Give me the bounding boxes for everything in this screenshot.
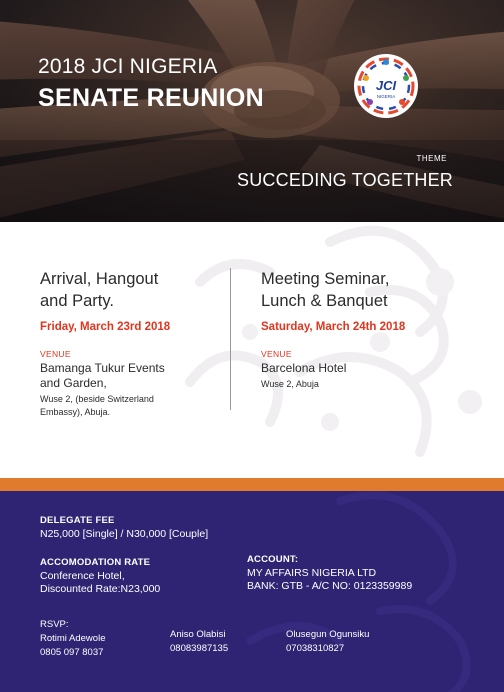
event-main-title: SENATE REUNION [38, 84, 264, 112]
payment-contact-section [0, 491, 504, 692]
venue-label: VENUE [261, 349, 292, 359]
event-title: Arrival, Hangout and Party. [40, 270, 159, 310]
hero-banner [0, 0, 504, 222]
contact-phone: 07038310827 [286, 643, 345, 654]
event-date: Friday, March 23rd 2018 [40, 321, 171, 333]
venue-name: Bamanga Tukur Events and Garden, [40, 361, 165, 390]
contact-phone: 08083987135 [170, 643, 229, 654]
theme-label: THEME [416, 154, 447, 163]
event-date: Saturday, March 24th 2018 [261, 321, 406, 333]
contact-name: Aniso Olabisi [170, 629, 226, 640]
column-divider [230, 268, 231, 410]
venue-address: Wuse 2, Abuja [261, 379, 319, 389]
event-details-section [0, 222, 504, 478]
orange-divider-bar [0, 478, 504, 491]
venue-label: VENUE [40, 349, 71, 359]
account-details: MY AFFAIRS NIGERIA LTD BANK: GTB - A/C NO: 0123359989 [247, 567, 413, 592]
rsvp-contact-2 [170, 628, 228, 656]
delegate-fee-label: DELEGATE FEE [40, 515, 115, 526]
event-day-two [261, 268, 451, 391]
rsvp-contact-1 [40, 618, 105, 660]
jci-nigeria-logo [352, 52, 420, 120]
event-day-one [40, 268, 230, 418]
delegate-fee-value: N25,000 [Single] / N30,000 [Couple] [40, 528, 209, 540]
logo-text: JCI [375, 78, 397, 93]
accommodation-label: ACCOMODATION RATE [40, 557, 151, 568]
contact-phone: 0805 097 8037 [40, 647, 104, 658]
event-title: Meeting Seminar, Lunch & Banquet [261, 270, 390, 310]
contact-name: Olusegun Ogunsiku [286, 629, 370, 640]
rsvp-contact-3 [286, 628, 369, 656]
theme-value: SUCCEDING TOGETHER [237, 170, 453, 190]
venue-name: Barcelona Hotel [261, 361, 347, 375]
rsvp-label: RSVP: [40, 619, 69, 630]
event-year-title: 2018 JCI NIGERIA [38, 55, 218, 78]
account-label: ACCOUNT: [247, 554, 299, 565]
accommodation-details: Conference Hotel, Discounted Rate:N23,000 [40, 570, 161, 595]
contact-name: Rotimi Adewole [40, 633, 106, 644]
venue-address: Wuse 2, (beside Switzerland Embassy), Abuja. [40, 394, 154, 417]
logo-subtext: NIGERIA [376, 94, 396, 99]
